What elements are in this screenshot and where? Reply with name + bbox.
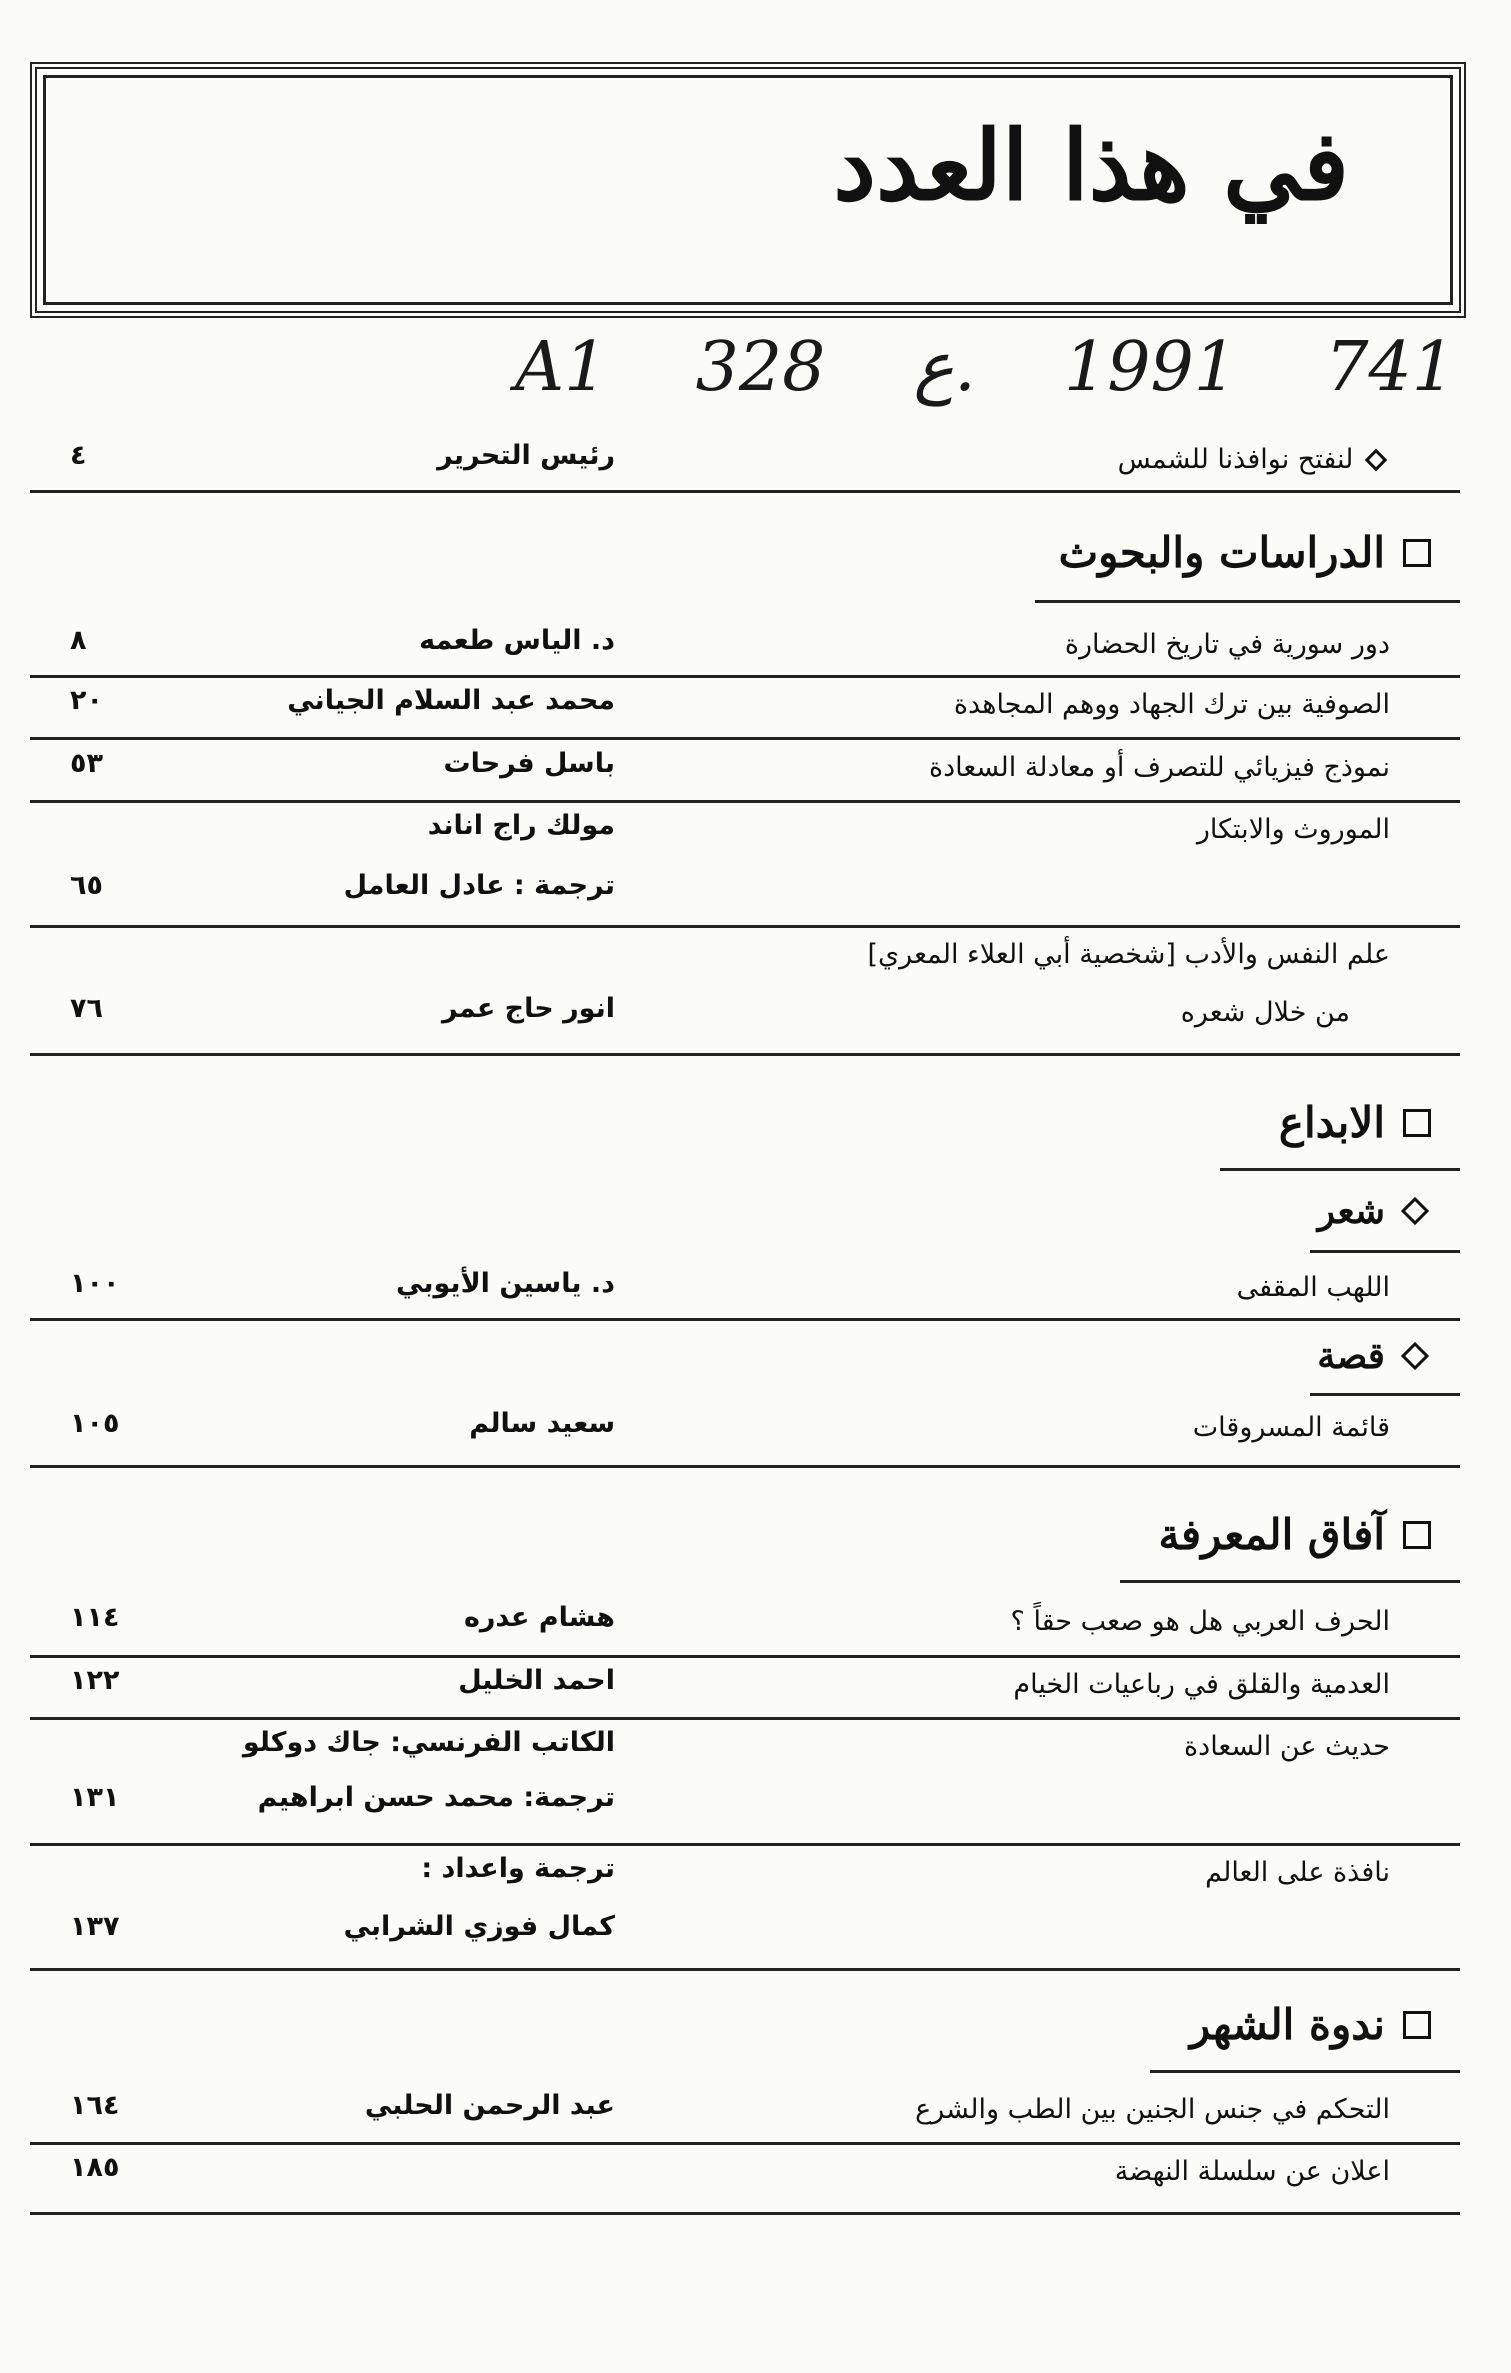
toc-page-number: ٤ [70,440,87,471]
checkbox-square-icon [1403,539,1431,567]
toc-row[interactable] [30,2090,1460,2135]
diamond-icon [1401,1342,1429,1370]
toc-page-number: ١٨٥ [70,2152,120,2183]
diamond-icon [1365,449,1388,472]
toc-page-number: ١٦٤ [70,2090,120,2121]
toc-title: اعلان عن سلسلة النهضة [1114,2156,1390,2187]
toc-page-number: ٨ [70,625,87,656]
toc-page-number: ١٠٥ [70,1408,120,1439]
toc-title: حديث عن السعادة [1184,1731,1390,1762]
toc-title: الصوفية بين ترك الجهاد ووهم المجاهدة [953,689,1390,720]
toc-row[interactable] [30,1268,1460,1313]
hand-part: 1991 [1063,328,1237,407]
divider [30,2142,1460,2145]
checkbox-square-icon [1403,1109,1431,1137]
section-heading: الدراسات والبحوث [1059,528,1431,577]
toc-page-number: ١٣٧ [70,1911,120,1942]
divider [30,925,1460,928]
toc-author: سعيد سالم [469,1408,615,1439]
hand-part: ع. [913,328,976,407]
toc-author: انور حاج عمر [441,993,615,1024]
handwritten-catalog-number [515,328,1455,438]
toc-author: مولك راج اناند [427,810,615,841]
checkbox-square-icon [1403,2011,1431,2039]
toc-row[interactable] [30,1853,1460,1963]
divider [30,1717,1460,1720]
hand-part: 741 [1325,328,1455,407]
divider [30,800,1460,803]
toc-title: العدمية والقلق في رباعيات الخيام [1013,1669,1390,1700]
toc-title: نموذج فيزيائي للتصرف أو معادلة السعادة [929,752,1390,783]
toc-title: الحرف العربي هل هو صعب حقاً ؟ [1010,1606,1390,1637]
toc-author: ترجمة واعداد : [421,1853,615,1884]
toc-row[interactable] [30,1665,1460,1710]
toc-page-number: ١٠٠ [70,1268,120,1299]
toc-author: رئيس التحرير [437,440,615,471]
toc-author: د. الياس طعمه [419,625,615,656]
toc-title: دور سورية في تاريخ الحضارة [1064,629,1390,660]
subsection-heading: شعر [1318,1190,1431,1232]
toc-author-secondary: ترجمة: محمد حسن ابراهيم [257,1782,615,1813]
section-underline [1220,1168,1460,1171]
divider [30,1053,1460,1056]
divider [30,2212,1460,2215]
toc-title: الموروث والابتكار [1196,814,1390,845]
subsection-underline [1310,1393,1460,1396]
toc-row[interactable] [30,935,1460,1050]
toc-title: التحكم في جنس الجنين بين الطب والشرع [915,2094,1390,2125]
masthead-title: في هذا العدد [833,109,1349,222]
toc-row[interactable] [30,810,1460,920]
subsection-underline [1310,1250,1460,1253]
toc-author: باسل فرحات [443,748,615,779]
divider [30,1465,1460,1468]
toc-row[interactable] [30,685,1460,730]
toc-title: علم النفس والأدب [شخصية أبي العلاء المعري] [867,939,1390,970]
divider [30,1968,1460,1971]
hand-part: 328 [695,328,826,407]
toc-page-number: ٢٠ [70,685,103,716]
toc-title: قائمة المسروقات [1192,1412,1390,1443]
toc-title: لنفتح نوافذنا للشمس [1117,444,1354,475]
toc-author: احمد الخليل [458,1665,615,1696]
toc-row[interactable] [30,625,1460,670]
toc-author-secondary: كمال فوزي الشرابي [343,1911,615,1942]
toc-row-intro[interactable] [30,440,1460,490]
toc-page-number: ١١٤ [70,1602,120,1633]
divider [30,1318,1460,1321]
toc-title: نافذة على العالم [1205,1857,1390,1888]
masthead-frame [30,62,1466,318]
toc-page-number: ٦٥ [70,870,103,901]
toc-author: عبد الرحمن الحلبي [364,2090,615,2121]
section-underline [1035,600,1460,603]
toc-page-number: ٧٦ [70,993,103,1024]
section-underline [1150,2070,1460,2073]
section-underline [1120,1580,1460,1583]
divider [30,675,1460,678]
divider [30,490,1460,493]
section-heading: آفاق المعرفة [1158,1510,1431,1559]
toc-author: هشام عدره [463,1602,615,1633]
toc-title: اللهب المقفى [1236,1272,1390,1303]
toc-row[interactable] [30,2152,1460,2197]
toc-title-continued: من خلال شعره [1180,997,1350,1028]
section-heading: ندوة الشهر [1190,2000,1431,2049]
toc-page-number: ١٣١ [70,1782,120,1813]
toc-row[interactable] [30,1727,1460,1837]
subsection-heading: قصة [1317,1335,1431,1377]
hand-part: A1 [515,328,608,407]
section-heading: الابداع [1279,1098,1431,1147]
toc-author: محمد عبد السلام الجياني [287,685,615,716]
toc-row[interactable] [30,748,1460,793]
toc-row[interactable] [30,1408,1460,1453]
toc-author: الكاتب الفرنسي: جاك دوكلو [242,1727,615,1758]
divider [30,1843,1460,1846]
divider [30,1655,1460,1658]
checkbox-square-icon [1403,1521,1431,1549]
toc-page-number: ١٢٢ [70,1665,120,1696]
divider [30,737,1460,740]
toc-author: د. ياسين الأيوبي [396,1268,615,1299]
toc-row[interactable] [30,1602,1460,1647]
toc-page-number: ٥٣ [70,748,103,779]
toc-author-secondary: ترجمة : عادل العامل [343,870,615,901]
diamond-icon [1401,1197,1429,1225]
